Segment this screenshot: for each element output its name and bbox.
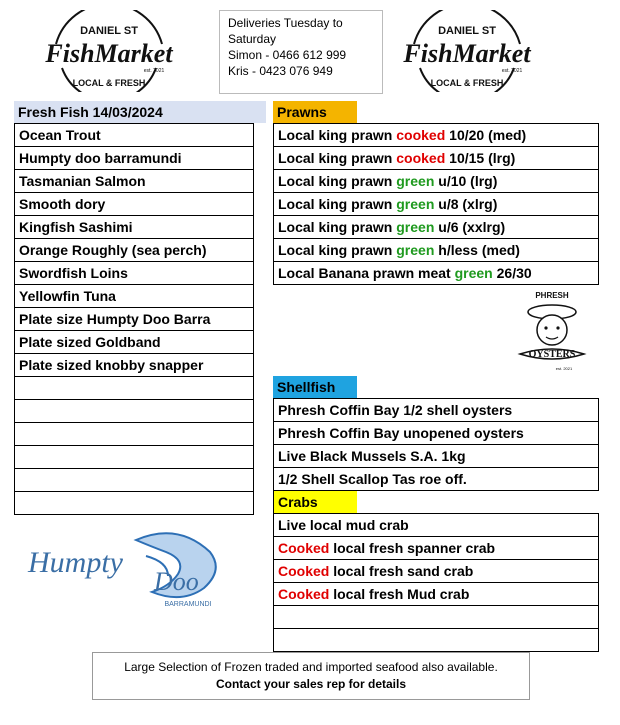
fresh-fish-item: Ocean Trout (19, 127, 101, 143)
prawn-row (274, 239, 598, 262)
fresh-fish-row (15, 423, 253, 446)
delivery-line-1: Deliveries Tuesday to (228, 16, 343, 30)
shellfish-header: Shellfish (273, 376, 357, 398)
footer-line-1: Large Selection of Frozen traded and imported seafood also available. (124, 660, 498, 674)
shellfish-table (273, 398, 599, 491)
prawn-state: green (396, 173, 435, 189)
fresh-fish-row (15, 147, 253, 170)
shellfish-row (274, 445, 598, 468)
crab-state: Cooked (278, 586, 330, 602)
crab-name: local fresh Mud crab (329, 586, 470, 602)
fish-market-logo-left (34, 10, 184, 92)
prawn-state: green (396, 219, 435, 235)
crab-name: local fresh spanner crab (329, 540, 496, 556)
crab-row (274, 537, 598, 560)
crab-state: Cooked (278, 540, 330, 556)
barramundi-sub: BARRAMUNDI (164, 601, 212, 608)
fresh-fish-row (15, 308, 253, 331)
logo-top-text: DANIEL ST (80, 25, 138, 37)
prawn-row (274, 193, 598, 216)
prawn-name: Local Banana prawn meat (278, 265, 455, 281)
prawn-name: Local king prawn (278, 127, 397, 143)
humpty-doo-logo (18, 526, 228, 616)
fresh-fish-row (15, 193, 253, 216)
oyster-logo-top: PHRESH (535, 291, 569, 300)
shellfish-item: Phresh Coffin Bay unopened oysters (278, 425, 524, 441)
delivery-line-2: Saturday (228, 32, 277, 46)
prawn-size: 26/30 (492, 265, 532, 281)
prawn-name: Local king prawn (278, 242, 397, 258)
crab-row (274, 514, 598, 537)
prawn-name: Local king prawn (278, 173, 397, 189)
fresh-fish-row (15, 285, 253, 308)
oyster-logo-main: OYSTERS (528, 349, 576, 360)
fresh-fish-row (15, 239, 253, 262)
prawn-row (274, 216, 598, 239)
prawns-table (273, 123, 599, 285)
prawn-row (274, 147, 598, 170)
fresh-fish-item: Tasmanian Salmon (19, 173, 146, 189)
shellfish-item: Phresh Coffin Bay 1/2 shell oysters (278, 402, 513, 418)
fresh-fish-row (15, 331, 253, 354)
prawn-row (274, 124, 598, 147)
prawn-state: green (396, 242, 435, 258)
logo-bottom-text: LOCAL & FRESH (430, 78, 504, 88)
crab-row (274, 629, 598, 652)
delivery-simon: Simon - 0466 612 999 (228, 48, 347, 62)
humpty-script: Humpty (28, 546, 123, 579)
fish-market-logo-right (392, 10, 542, 92)
fresh-fish-item: Kingfish Sashimi (19, 219, 133, 235)
prawn-state: green (396, 196, 435, 212)
prawn-row (274, 262, 598, 285)
phresh-oysters-logo (512, 288, 592, 374)
shellfish-item: 1/2 Shell Scallop Tas roe off. (278, 471, 467, 487)
fresh-fish-row (15, 377, 253, 400)
fresh-fish-row (15, 124, 253, 147)
fresh-fish-item: Plate size Humpty Doo Barra (19, 311, 211, 327)
fresh-fish-row (15, 446, 253, 469)
crab-name: local fresh sand crab (329, 563, 474, 579)
fresh-fish-row (15, 400, 253, 423)
fresh-fish-item: Plate sized Goldband (19, 334, 161, 350)
delivery-info-box (219, 10, 383, 94)
fresh-fish-item: Swordfish Loins (19, 265, 128, 281)
fresh-fish-item: Yellowfin Tuna (19, 288, 116, 304)
prawn-size: u/6 (xxlrg) (434, 219, 506, 235)
prawn-name: Local king prawn (278, 219, 397, 235)
fresh-fish-table (14, 123, 254, 515)
logo-main-text: FishMarket (45, 39, 173, 68)
logo-est-text: est. 2021 (143, 68, 165, 74)
fresh-fish-item: Smooth dory (19, 196, 106, 212)
prawn-state: green (454, 265, 493, 281)
fresh-fish-row (15, 216, 253, 239)
prawn-size: 10/20 (med) (445, 127, 527, 143)
logo-top-text: DANIEL ST (438, 25, 496, 37)
crab-row (274, 606, 598, 629)
doo-script: Doo (154, 567, 199, 596)
crabs-header: Crabs (273, 491, 357, 513)
prawn-size: 10/15 (lrg) (445, 150, 516, 166)
prawn-size: u/10 (lrg) (434, 173, 498, 189)
crab-name: Live local mud crab (278, 517, 409, 533)
shellfish-row (274, 422, 598, 445)
crab-row (274, 583, 598, 606)
fresh-fish-row (15, 492, 253, 515)
fresh-fish-item: Plate sized knobby snapper (19, 357, 204, 373)
logo-est-text: est. 2021 (501, 68, 523, 74)
shellfish-row (274, 468, 598, 491)
prawn-name: Local king prawn (278, 150, 397, 166)
prawn-size: u/8 (xlrg) (434, 196, 498, 212)
prawn-size: h/less (med) (434, 242, 520, 258)
footer-box (92, 652, 530, 700)
fresh-fish-header: Fresh Fish 14/03/2024 (14, 101, 266, 123)
prawns-header: Prawns (273, 101, 357, 123)
crabs-table (273, 513, 599, 652)
fresh-fish-row (15, 469, 253, 492)
fresh-fish-item: Humpty doo barramundi (19, 150, 182, 166)
fresh-fish-row (15, 354, 253, 377)
fresh-fish-item: Orange Roughly (sea perch) (19, 242, 207, 258)
shellfish-section (273, 376, 599, 652)
logo-main-text: FishMarket (403, 39, 531, 68)
fresh-fish-row (15, 170, 253, 193)
crab-state: Cooked (278, 563, 330, 579)
prawn-row (274, 170, 598, 193)
crab-row (274, 560, 598, 583)
shellfish-row (274, 399, 598, 422)
prawn-state: cooked (396, 127, 446, 143)
shellfish-item: Live Black Mussels S.A. 1kg (278, 448, 466, 464)
footer-line-2: Contact your sales rep for details (215, 677, 407, 691)
prawns-section (273, 101, 599, 285)
fresh-fish-row (15, 262, 253, 285)
logo-bottom-text: LOCAL & FRESH (72, 78, 146, 88)
delivery-kris: Kris - 0423 076 949 (228, 64, 333, 78)
oyster-logo-est: est. 2021 (555, 366, 573, 371)
prawn-name: Local king prawn (278, 196, 397, 212)
prawn-state: cooked (396, 150, 446, 166)
fresh-fish-section (14, 101, 254, 515)
